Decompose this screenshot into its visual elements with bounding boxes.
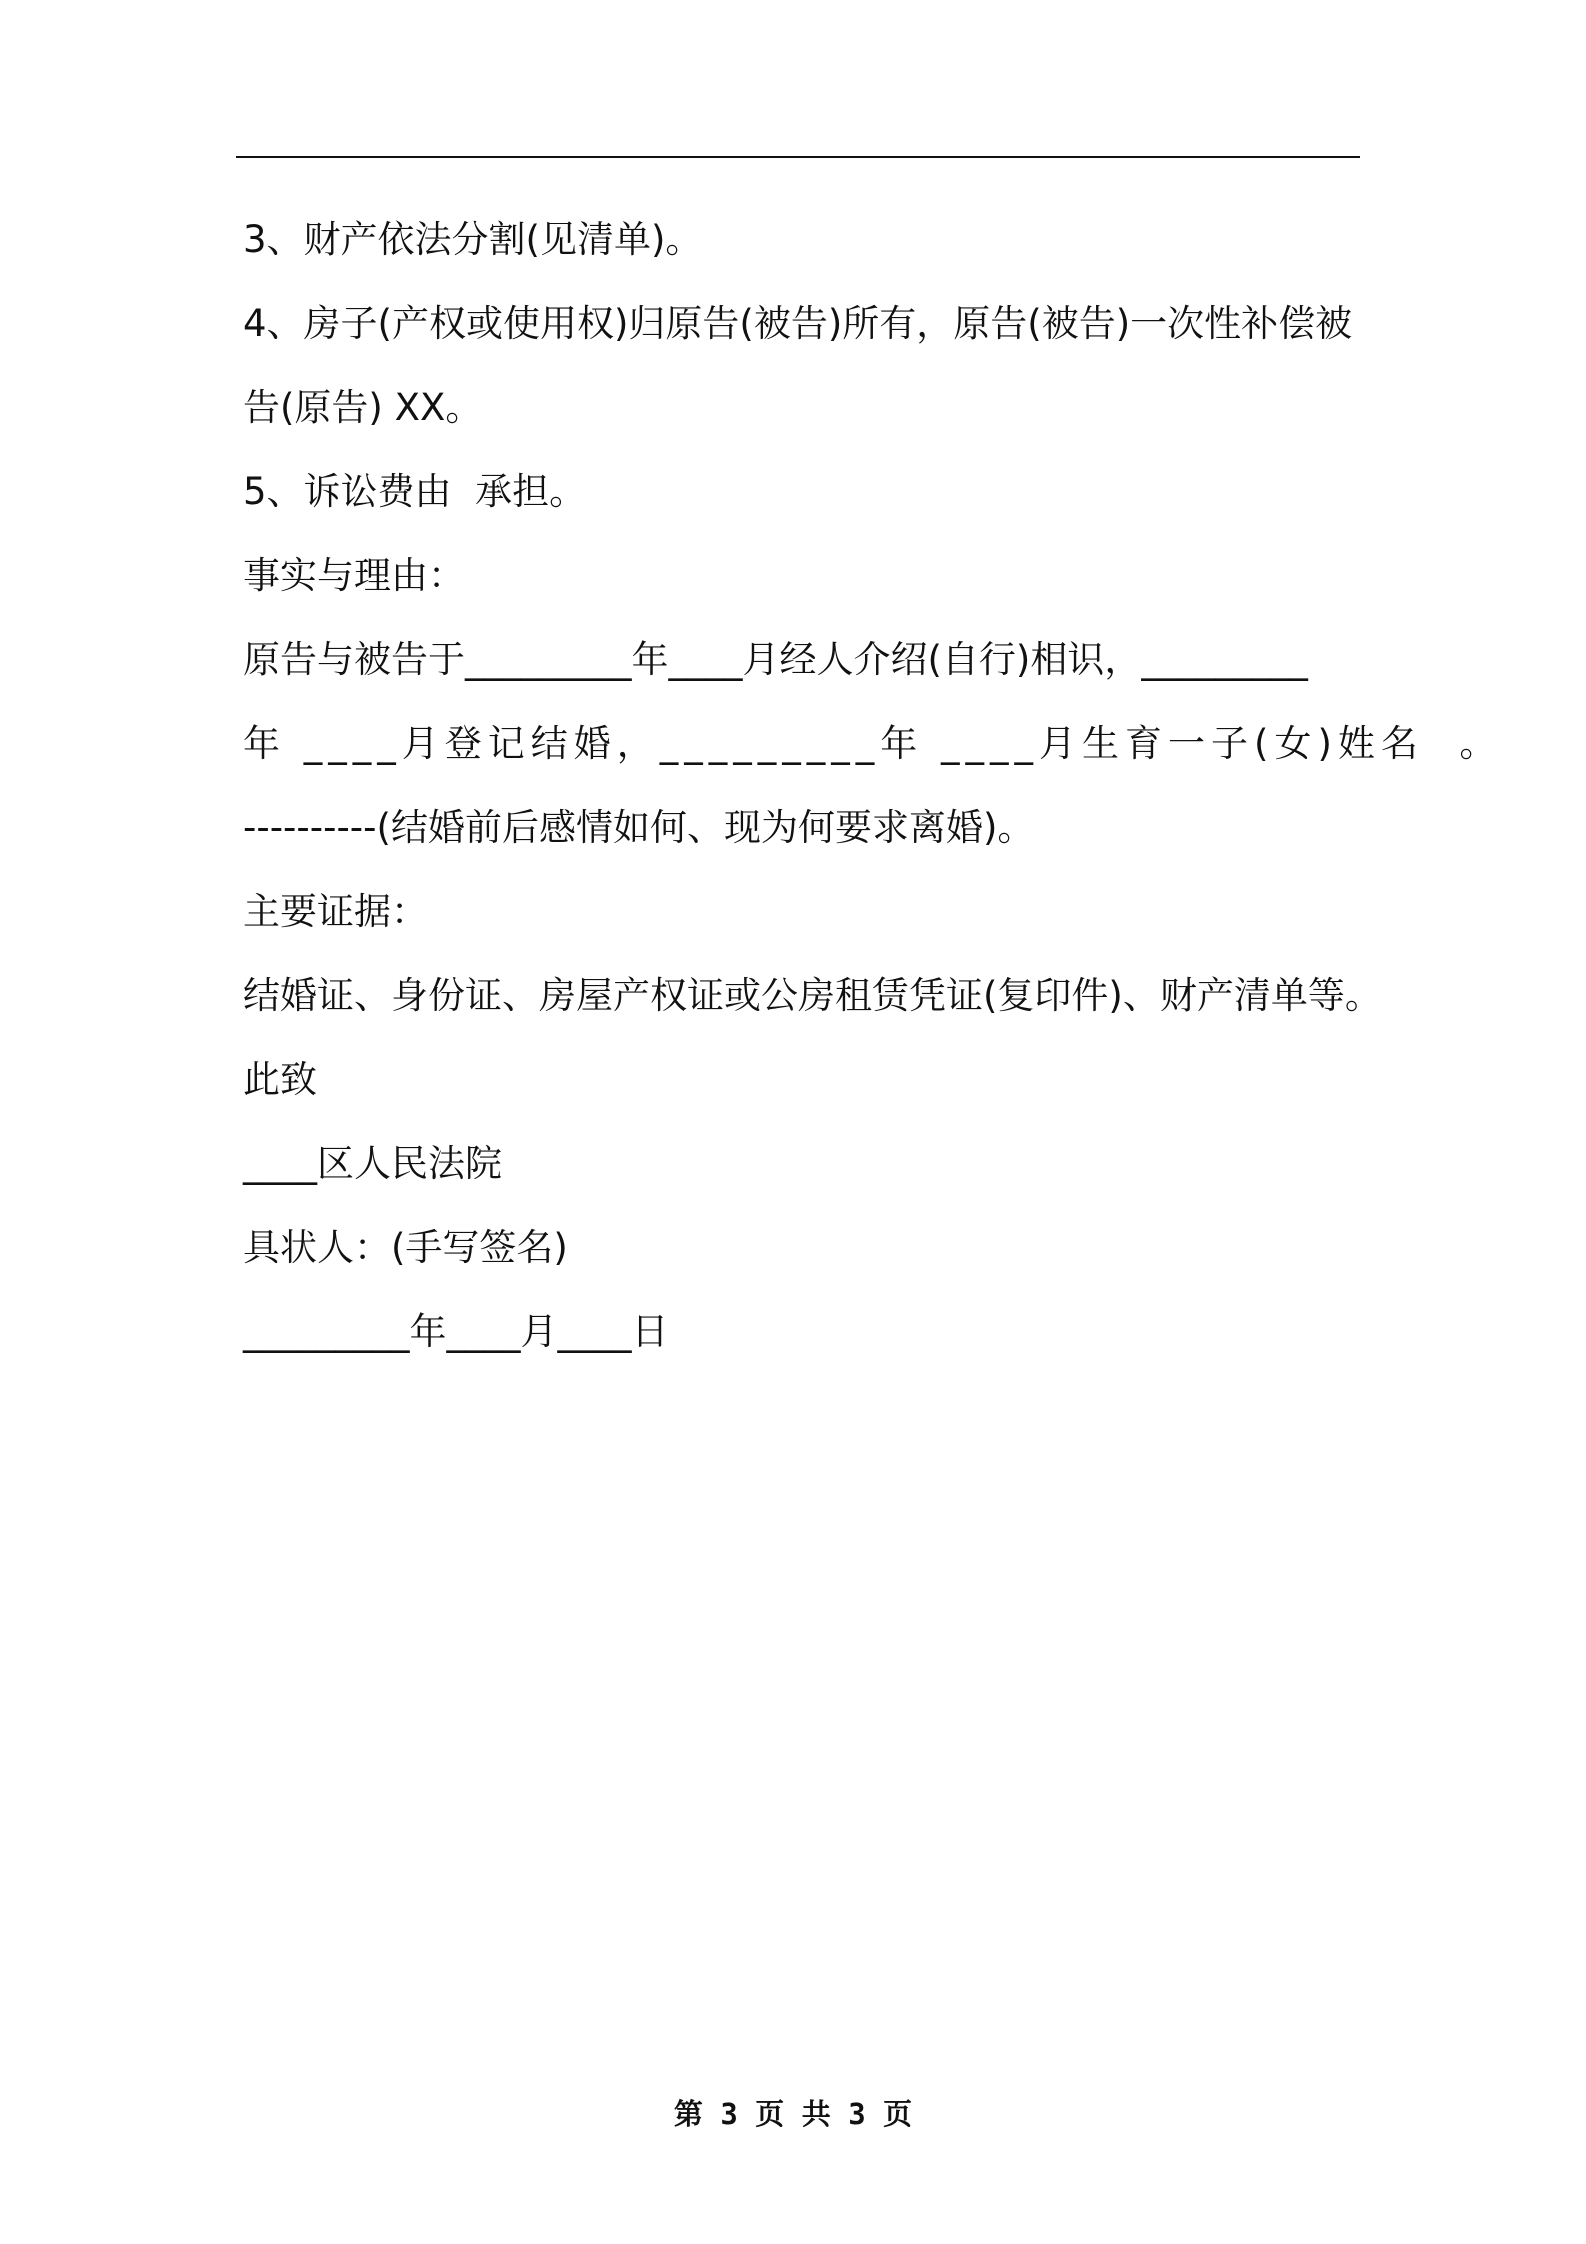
item-property-division: 3、财产依法分割(见清单)。 [243, 218, 703, 261]
document-body [243, 198, 1503, 1374]
date-line: _________年____月____日 [243, 1310, 669, 1353]
closing-salutation: 此致 [243, 1058, 317, 1101]
item-house-ownership: 4、房子(产权或使用权)归原告(被告)所有，原告(被告)一次性补偿被 [243, 302, 1353, 345]
page-number-footer: 第 3 页 共 3 页 [673, 2097, 913, 2131]
court-addressee: ____区人民法院 [243, 1142, 502, 1185]
item-litigation-costs: 5、诉讼费由 承担。 [243, 470, 587, 513]
evidence-list: 结婚证、身份证、房屋产权证或公房租赁凭证(复印件)、财产清单等。 [243, 974, 1382, 1017]
section-heading-facts: 事实与理由： [243, 554, 465, 597]
header-rule [236, 156, 1360, 158]
facts-line-2: 年 ____月登记结婚，_________年 ____月生育一子(女)姓名 。 [243, 722, 1503, 765]
facts-line-1: 原告与被告于_________年____月经人介绍(自行)相识，_________ [243, 638, 1308, 681]
section-heading-evidence: 主要证据： [243, 890, 428, 933]
facts-line-3: ----------(结婚前后感情如何、现为何要求离婚)。 [243, 806, 1035, 849]
signature-line: 具状人：(手写签名) [243, 1226, 568, 1269]
item-house-ownership-continued: 告(原告) XX。 [243, 386, 483, 429]
